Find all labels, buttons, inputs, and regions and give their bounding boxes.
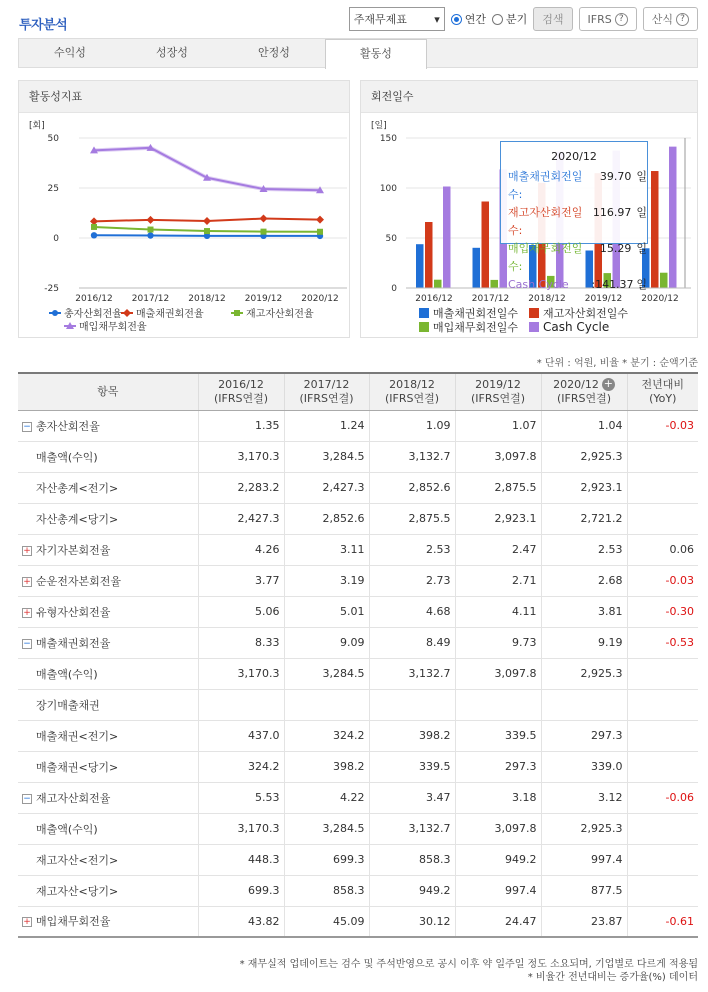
table-row [18,906,698,937]
legend-label: Cash Cycle [543,320,610,334]
tooltip-title: 2020/12 [551,150,597,163]
value-cell: 3.18 [455,782,541,813]
value-cell: 8.49 [369,627,455,658]
yoy-cell: -0.61 [627,906,698,937]
column-header [284,373,369,410]
value-cell: 949.2 [455,844,541,875]
activity-ratio-panel [18,80,350,338]
tab-stability[interactable]: 안정성 [258,46,290,59]
table-row [18,689,698,720]
table-row [18,813,698,844]
column-header [369,373,455,410]
value-cell: 3.77 [198,565,284,596]
value-cell: 3,132.7 [369,813,455,844]
yoy-cell: -0.03 [627,410,698,441]
table-row [18,720,698,751]
table-row [18,441,698,472]
y-tick-label: 50 [47,134,59,144]
toolbar [349,7,698,31]
collapse-minus-icon[interactable]: − [23,421,31,432]
value-cell: 339.5 [455,720,541,751]
value-cell: 398.2 [284,751,369,782]
y-axis-unit: [회] [29,121,45,131]
x-tick-label: 2020/12 [641,294,679,304]
value-cell: 324.2 [284,720,369,751]
bar [669,147,677,288]
table-row [18,627,698,658]
legend-marker [123,309,131,317]
bar [651,171,659,288]
period-quarter-label: 분기 [506,13,528,26]
value-cell: 1.09 [369,410,455,441]
value-cell: 2,875.5 [369,503,455,534]
row-label-cell[interactable] [18,534,198,565]
row-label-cell[interactable] [18,565,198,596]
tooltip-row [501,276,647,294]
data-point [148,227,154,233]
value-cell: 2.53 [541,534,627,565]
data-point [260,215,268,223]
value-cell: 3.81 [541,596,627,627]
x-tick-label: 2019/12 [244,294,283,304]
tooltip-unit: 일 [636,206,647,219]
panel-title: 활동성지표 [19,81,349,113]
tooltip-label: 매입채무회전일수: [508,242,583,273]
bar [473,248,481,288]
yoy-cell [627,441,698,472]
value-cell [284,689,369,720]
value-cell: 30.12 [369,906,455,937]
yoy-cell [627,875,698,906]
value-cell: 297.3 [541,720,627,751]
yoy-cell [627,689,698,720]
data-point [91,224,97,230]
value-cell: 858.3 [369,844,455,875]
value-cell: 23.87 [541,906,627,937]
bar [416,244,424,288]
column-header-text: 2016/12 [218,377,264,391]
value-cell: 3,097.8 [455,441,541,472]
expand-plus-icon[interactable]: + [23,576,31,587]
tab-profitability[interactable]: 수익성 [54,46,86,59]
data-point [147,232,153,238]
value-cell: 997.4 [455,875,541,906]
y-tick-label: 0 [391,284,397,294]
bar [443,187,451,289]
legend-label: 총자산회전율 [64,309,122,320]
collapse-minus-icon[interactable]: − [23,638,31,649]
value-cell: 1.24 [284,410,369,441]
y-tick-label: 25 [47,184,59,194]
value-cell: 858.3 [284,875,369,906]
formula-button[interactable] [643,7,698,31]
value-cell: 699.3 [284,844,369,875]
column-header-text: (IFRS연결) [213,391,269,405]
value-cell: 24.47 [455,906,541,937]
column-header [541,373,627,410]
row-label-cell[interactable] [18,782,198,813]
value-cell: 2,852.6 [369,472,455,503]
help-icon: ? [615,13,628,26]
tooltip-value: 39.70 [599,170,632,183]
value-cell: 877.5 [541,875,627,906]
value-cell: 3,284.5 [284,813,369,844]
tooltip-unit: 일 [636,242,647,255]
column-header [627,373,698,410]
chart-tooltip [500,141,648,291]
value-cell: 5.53 [198,782,284,813]
tooltip-value: 116.97 [592,206,632,219]
legend-swatch [529,308,539,318]
row-label: 장기매출채권 [36,698,100,712]
row-label: 매입채무회전율 [36,915,111,929]
tooltip-unit: 일 [636,170,647,183]
x-tick-label: 2017/12 [131,294,170,304]
column-header-text: 2018/12 [389,377,435,391]
tooltip-value: 15.29 [599,242,632,255]
bar [425,222,433,288]
chevron-down-icon: ▾ [434,12,440,26]
row-label-cell [18,813,198,844]
value-cell: 3,170.3 [198,441,284,472]
footnote: * 재무실적 업데이트는 검수 및 주석반영으로 공시 이후 약 일주일 정도 소요되며, 기업별로 다르게 적용됨 [239,959,698,970]
yoy-cell: -0.53 [627,627,698,658]
value-cell: 43.82 [198,906,284,937]
value-cell: 5.01 [284,596,369,627]
legend-swatch [529,322,539,332]
table-header-row [18,373,698,410]
value-cell: 8.33 [198,627,284,658]
yoy-cell: -0.06 [627,782,698,813]
row-label: 총자산회전율 [36,419,100,433]
row-label: 순운전자본회전율 [36,574,122,588]
ifrs-label: IFRS [587,12,612,26]
value-cell: 2,283.2 [198,472,284,503]
value-cell: 3,132.7 [369,658,455,689]
page-title: 투자분석 [19,18,68,33]
yoy-cell [627,658,698,689]
yoy-cell: -0.30 [627,596,698,627]
bar [482,202,490,289]
value-cell: 45.09 [284,906,369,937]
row-label: 매출채권회전율 [36,636,111,650]
value-cell: 2.68 [541,565,627,596]
value-cell: 3,284.5 [284,441,369,472]
yoy-cell [627,720,698,751]
data-point [91,232,97,238]
row-label-cell [18,875,198,906]
legend-marker [52,310,58,316]
data-point [204,228,210,234]
table-body [18,410,698,937]
column-header [455,373,541,410]
row-label: 자산총계<당기> [36,512,119,526]
column-header [198,373,284,410]
column-header-text: (IFRS연결) [299,391,354,405]
value-cell: 339.5 [369,751,455,782]
data-point [261,229,267,235]
value-cell: 2,923.1 [455,503,541,534]
ifrs-button[interactable] [579,7,637,31]
value-cell: 3.47 [369,782,455,813]
table-row [18,751,698,782]
value-cell: 699.3 [198,875,284,906]
y-tick-label: 150 [379,134,397,144]
value-cell: 448.3 [198,844,284,875]
value-cell: 2,925.3 [541,658,627,689]
x-tick-label: 2019/12 [584,294,623,304]
value-cell: 4.11 [455,596,541,627]
search-button[interactable]: 검색 [533,7,572,31]
unit-note: * 단위 : 억원, 비율 * 분기 : 순액기준 [536,358,698,369]
column-header-text: (IFRS연결) [470,391,526,405]
value-cell: 2,923.1 [541,472,627,503]
value-cell: 9.09 [284,627,369,658]
radio-checked-icon [451,14,462,25]
value-cell: 2.71 [455,565,541,596]
row-label: 유형자산회전율 [36,605,111,619]
data-point [317,229,323,235]
x-tick-label: 2016/12 [415,294,453,304]
legend-label: 매입채무회전율 [79,322,147,333]
table-row [18,658,698,689]
legend-label: 매출채권회전율 [136,309,204,320]
value-cell: 949.2 [369,875,455,906]
legend-label: 재고자산회전율 [246,309,314,320]
activity-table [18,372,698,938]
value-cell: 997.4 [541,844,627,875]
column-header-text: 2020/12 + [553,377,613,391]
data-point [203,217,211,225]
value-cell: 5.06 [198,596,284,627]
table-row [18,875,698,906]
value-cell: 2.47 [455,534,541,565]
column-header-item [18,373,198,410]
x-tick-label: 2018/12 [188,294,226,304]
period-annual-radio[interactable] [451,11,486,27]
yoy-cell [627,503,698,534]
value-cell: 437.0 [198,720,284,751]
legend-label: 재고자산회전일수 [543,307,629,320]
yoy-cell: 0.06 [627,534,698,565]
value-cell: 339.0 [541,751,627,782]
value-cell: 297.3 [455,751,541,782]
tooltip-row [501,204,647,240]
table-row [18,565,698,596]
value-cell: 4.68 [369,596,455,627]
value-cell: 9.73 [455,627,541,658]
row-label-cell[interactable] [18,906,198,937]
tooltip-label: Cash Cycle [508,278,569,291]
value-cell [455,689,541,720]
table-row [18,472,698,503]
column-header-text: 항목 [97,384,119,398]
value-cell: 398.2 [369,720,455,751]
value-cell: 3,097.8 [455,658,541,689]
yoy-cell: -0.03 [627,565,698,596]
x-tick-label: 2020/12 [301,294,339,304]
y-tick-label: 0 [53,234,59,244]
value-cell: 3,284.5 [284,658,369,689]
tab-activity[interactable]: 활동성 [325,39,427,69]
collapse-minus-icon[interactable]: − [23,793,31,804]
value-cell: 3.11 [284,534,369,565]
row-label-cell [18,689,198,720]
panel-title: 회전일수 [361,81,697,113]
value-cell: 2.73 [369,565,455,596]
statement-select[interactable] [349,7,445,31]
y-tick-label: 100 [379,184,397,194]
table-row [18,503,698,534]
value-cell: 2,721.2 [541,503,627,534]
legend-swatch [419,322,429,332]
value-cell: 1.35 [198,410,284,441]
value-cell: 4.22 [284,782,369,813]
tooltip-label: 재고자산회전일수: [508,206,583,237]
value-cell: 3,097.8 [455,813,541,844]
row-label-cell [18,472,198,503]
tooltip-row [501,240,647,276]
statement-select-value: 주재무제표 [353,13,407,26]
series-line [94,148,320,190]
tooltip-row [501,168,647,204]
value-cell: 3,170.3 [198,813,284,844]
table-row [18,596,698,627]
value-cell: 4.26 [198,534,284,565]
expand-columns-icon[interactable]: + [603,377,613,391]
value-cell: 3,170.3 [198,658,284,689]
row-label-cell[interactable] [18,627,198,658]
column-header-text: 전년대비 [641,377,684,391]
series-line-shadow [94,148,320,190]
tooltip-unit: 일 [636,278,647,291]
y-axis-unit: [일] [371,121,387,131]
column-header-text: 2017/12 [303,377,350,391]
value-cell: 2,427.3 [198,503,284,534]
row-label-cell [18,751,198,782]
row-label: 매출채권<전기> [36,729,119,743]
row-label-cell [18,844,198,875]
column-header-text: (YoY) [649,391,677,405]
column-header-text: (IFRS연결) [384,391,440,405]
y-tick-label: -25 [44,284,59,294]
row-label: 재고자산회전율 [36,791,111,805]
table-row [18,410,698,441]
yoy-cell [627,844,698,875]
value-cell: 2.53 [369,534,455,565]
yoy-cell [627,751,698,782]
x-tick-label: 2016/12 [75,294,113,304]
value-cell: 1.07 [455,410,541,441]
row-label-cell [18,503,198,534]
tab-growth[interactable]: 성장성 [156,46,188,59]
row-label: 재고자산<전기> [36,853,119,867]
value-cell [369,689,455,720]
row-label-cell [18,658,198,689]
value-cell: 2,925.3 [541,813,627,844]
value-cell: 9.19 [541,627,627,658]
x-tick-label: 2017/12 [471,294,510,304]
row-label: 자기자본회전율 [36,543,111,557]
period-annual-label: 연간 [464,13,486,26]
value-cell: 324.2 [198,751,284,782]
formula-label: 산식 [651,13,673,26]
table-row [18,782,698,813]
legend-label: 매출채권회전일수 [433,307,519,320]
value-cell: 3.19 [284,565,369,596]
analysis-tabs [18,38,698,68]
row-label-cell[interactable] [18,410,198,441]
value-cell [541,689,627,720]
row-label: 매출액(수익) [36,450,98,464]
value-cell: 2,925.3 [541,441,627,472]
column-header-text: (IFRS연결) [556,391,612,405]
value-cell: 3.12 [541,782,627,813]
tooltip-value: :141.37 [591,278,634,291]
row-label-cell [18,720,198,751]
help-icon: ? [676,13,689,26]
table-row [18,534,698,565]
bar [660,273,668,288]
footnote: * 비율간 전년대비는 증가율(%) 데이터 [527,972,698,983]
row-label: 매출액(수익) [36,667,98,681]
bar [434,280,442,288]
row-label: 재고자산<당기> [36,884,119,898]
yoy-cell [627,813,698,844]
period-quarter-radio[interactable] [492,11,527,27]
value-cell: 2,875.5 [455,472,541,503]
yoy-cell [627,472,698,503]
radio-unchecked-icon [492,14,503,25]
value-cell: 2,427.3 [284,472,369,503]
value-cell: 2,852.6 [284,503,369,534]
row-label-cell[interactable] [18,596,198,627]
bar [491,280,499,288]
value-cell [198,689,284,720]
value-cell: 1.04 [541,410,627,441]
legend-label: 매입채무회전일수 [433,321,519,334]
row-label: 매출액(수익) [36,822,98,836]
table-row [18,844,698,875]
tooltip-label: 매출채권회전일수: [508,170,583,201]
row-label-cell [18,441,198,472]
expand-plus-icon[interactable]: + [23,545,31,556]
legend-swatch [419,308,429,318]
x-tick-label: 2018/12 [528,294,566,304]
row-label: 매출채권<당기> [36,760,119,774]
activity-ratio-chart [19,113,349,337]
expand-plus-icon[interactable]: + [23,917,31,928]
expand-plus-icon[interactable]: + [23,607,31,618]
value-cell: 3,132.7 [369,441,455,472]
legend-marker [234,310,240,316]
row-label: 자산총계<전기> [36,481,119,495]
column-header-text: 2019/12 [475,377,521,391]
data-point [147,216,155,224]
data-point [316,216,324,224]
y-tick-label: 50 [385,234,397,244]
